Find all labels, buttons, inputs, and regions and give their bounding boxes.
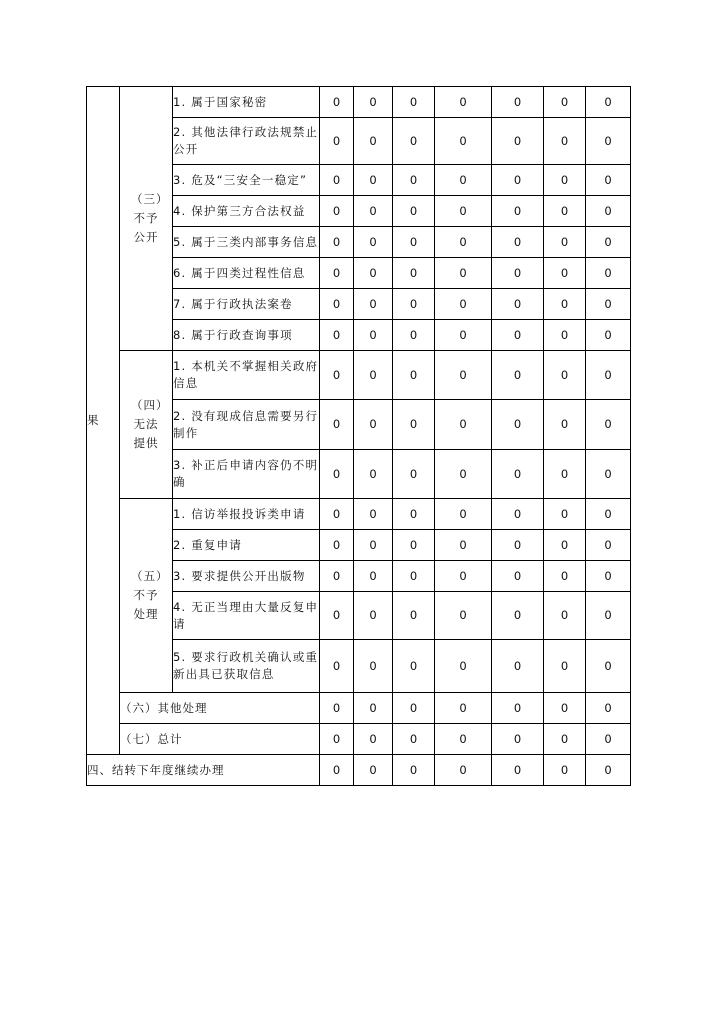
value-cell: 0 [354,450,393,499]
value-cell: 0 [435,320,492,351]
value-cell: 0 [393,530,435,561]
category-cell [120,351,173,499]
value-cell: 0 [492,693,544,724]
value-cell: 0 [354,400,393,450]
value-cell: 0 [586,196,631,227]
value-cell: 0 [586,165,631,196]
value-cell: 0 [435,755,492,786]
value-cell: 0 [544,755,586,786]
value-cell: 0 [544,592,586,640]
value-cell: 0 [393,196,435,227]
item-label: 8. 属于行政查询事项 [173,320,320,351]
value-cell: 0 [435,561,492,592]
value-cell: 0 [354,118,393,165]
value-cell: 0 [492,755,544,786]
value-cell: 0 [320,724,354,755]
value-cell: 0 [320,289,354,320]
value-cell: 0 [492,320,544,351]
table-row [87,499,631,530]
table-row [87,87,631,118]
carryover-label: 四、结转下年度继续办理 [87,755,320,786]
value-cell: 0 [492,118,544,165]
value-cell: 0 [544,196,586,227]
value-cell: 0 [354,258,393,289]
value-cell: 0 [586,755,631,786]
value-cell: 0 [435,450,492,499]
value-cell: 0 [393,258,435,289]
value-cell: 0 [320,592,354,640]
item-label: 3. 补正后申请内容仍不明确 [173,450,320,499]
value-cell: 0 [393,640,435,693]
value-cell: 0 [435,724,492,755]
value-cell: 0 [544,320,586,351]
value-cell: 0 [354,351,393,400]
value-cell: 0 [586,351,631,400]
value-cell: 0 [393,561,435,592]
sub-category-label: （七）总计 [120,724,320,755]
value-cell: 0 [393,320,435,351]
value-cell: 0 [320,320,354,351]
value-cell: 0 [393,693,435,724]
category-label: （四） 无法提供 [131,398,169,450]
value-cell: 0 [354,724,393,755]
value-cell: 0 [354,196,393,227]
value-cell: 0 [320,693,354,724]
value-cell: 0 [435,196,492,227]
value-cell: 0 [544,450,586,499]
item-label: 1. 本机关不掌握相关政府信息 [173,351,320,400]
value-cell: 0 [354,165,393,196]
value-cell: 0 [492,87,544,118]
value-cell: 0 [435,289,492,320]
value-cell: 0 [544,289,586,320]
value-cell: 0 [435,693,492,724]
value-cell: 0 [492,640,544,693]
value-cell: 0 [435,400,492,450]
item-label: 2. 没有现成信息需要另行制作 [173,400,320,450]
value-cell: 0 [435,640,492,693]
value-cell: 0 [492,450,544,499]
value-cell: 0 [435,351,492,400]
value-cell: 0 [544,258,586,289]
item-label: 5. 属于三类内部事务信息 [173,227,320,258]
value-cell: 0 [320,530,354,561]
value-cell: 0 [393,499,435,530]
item-label: 3. 危及“三安全一稳定” [173,165,320,196]
value-cell: 0 [320,561,354,592]
item-label: 1. 属于国家秘密 [173,87,320,118]
item-label: 7. 属于行政执法案卷 [173,289,320,320]
value-cell: 0 [320,258,354,289]
value-cell: 0 [492,351,544,400]
value-cell: 0 [320,499,354,530]
value-cell: 0 [544,499,586,530]
value-cell: 0 [435,165,492,196]
value-cell: 0 [320,400,354,450]
value-cell: 0 [393,118,435,165]
value-cell: 0 [354,530,393,561]
value-cell: 0 [393,165,435,196]
table-row [87,351,631,400]
value-cell: 0 [544,530,586,561]
value-cell: 0 [320,640,354,693]
item-label: 1. 信访举报投诉类申请 [173,499,320,530]
item-label: 2. 重复申请 [173,530,320,561]
category-label: （三） 不予公开 [131,192,169,244]
value-cell: 0 [320,755,354,786]
value-cell: 0 [544,724,586,755]
value-cell: 0 [435,592,492,640]
value-cell: 0 [586,592,631,640]
value-cell: 0 [393,724,435,755]
category-cell [120,499,173,693]
value-cell: 0 [544,640,586,693]
value-cell: 0 [320,450,354,499]
value-cell: 0 [435,118,492,165]
value-cell: 0 [492,724,544,755]
value-cell: 0 [393,755,435,786]
value-cell: 0 [354,640,393,693]
value-cell: 0 [435,87,492,118]
value-cell: 0 [320,227,354,258]
value-cell: 0 [492,499,544,530]
value-cell: 0 [393,351,435,400]
value-cell: 0 [586,724,631,755]
value-cell: 0 [492,592,544,640]
value-cell: 0 [435,227,492,258]
value-cell: 0 [586,400,631,450]
value-cell: 0 [586,561,631,592]
value-cell: 0 [354,320,393,351]
value-cell: 0 [586,320,631,351]
value-cell: 0 [354,755,393,786]
value-cell: 0 [544,227,586,258]
value-cell: 0 [393,87,435,118]
item-label: 4. 保护第三方合法权益 [173,196,320,227]
value-cell: 0 [544,561,586,592]
value-cell: 0 [393,400,435,450]
value-cell: 0 [492,289,544,320]
value-cell: 0 [354,499,393,530]
item-label: 5. 要求行政机关确认或重新出具已获取信息 [173,640,320,693]
value-cell: 0 [586,693,631,724]
value-cell: 0 [544,351,586,400]
value-cell: 0 [354,561,393,592]
value-cell: 0 [544,693,586,724]
sub-category-label: （六）其他处理 [120,693,320,724]
table-row [87,724,631,755]
value-cell: 0 [320,87,354,118]
item-label: 4. 无正当理由大量反复申请 [173,592,320,640]
value-cell: 0 [492,196,544,227]
value-cell: 0 [354,693,393,724]
item-label: 3. 要求提供公开出版物 [173,561,320,592]
category-label: （五） 不予处理 [131,569,169,621]
disclosure-statistics-table [86,86,631,786]
value-cell: 0 [393,289,435,320]
value-cell: 0 [320,118,354,165]
value-cell: 0 [586,227,631,258]
value-cell: 0 [586,450,631,499]
value-cell: 0 [435,258,492,289]
value-cell: 0 [320,351,354,400]
table-row [87,693,631,724]
value-cell: 0 [393,450,435,499]
value-cell: 0 [492,165,544,196]
value-cell: 0 [492,258,544,289]
value-cell: 0 [544,165,586,196]
value-cell: 0 [586,258,631,289]
value-cell: 0 [435,530,492,561]
value-cell: 0 [320,196,354,227]
value-cell: 0 [544,118,586,165]
value-cell: 0 [354,87,393,118]
value-cell: 0 [586,118,631,165]
value-cell: 0 [586,87,631,118]
value-cell: 0 [354,592,393,640]
value-cell: 0 [544,400,586,450]
value-cell: 0 [492,400,544,450]
value-cell: 0 [492,530,544,561]
value-cell: 0 [586,289,631,320]
section-head-cell: 果 [87,87,120,755]
value-cell: 0 [393,592,435,640]
value-cell: 0 [492,561,544,592]
value-cell: 0 [586,530,631,561]
value-cell: 0 [354,289,393,320]
value-cell: 0 [544,87,586,118]
table-row [87,755,631,786]
value-cell: 0 [492,227,544,258]
item-label: 6. 属于四类过程性信息 [173,258,320,289]
value-cell: 0 [586,640,631,693]
value-cell: 0 [393,227,435,258]
category-cell [120,87,173,351]
value-cell: 0 [354,227,393,258]
item-label: 2. 其他法律行政法规禁止公开 [173,118,320,165]
value-cell: 0 [320,165,354,196]
value-cell: 0 [586,499,631,530]
value-cell: 0 [435,499,492,530]
